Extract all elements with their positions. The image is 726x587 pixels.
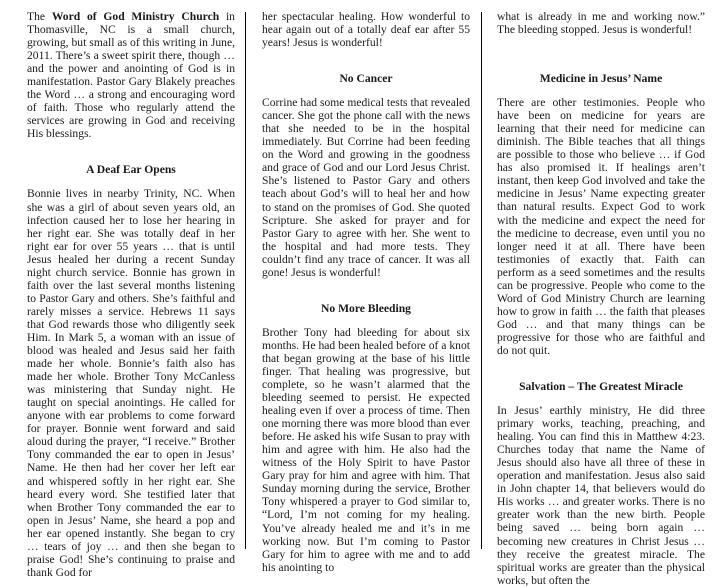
column-divider-2 [481, 12, 482, 549]
heading-salvation: Salvation – The Greatest Miracle [519, 380, 683, 394]
paragraph-bleeding-continued: what is already in me and working now.” The bleeding stopped. Jesus is wonderful! [497, 10, 705, 37]
church-name: Word of God Ministry Church [51, 10, 220, 23]
paragraph-deaf-ear: Bonnie lives in nearby Trinity, NC. When she was a girl of about seven years old, an infection caused her to lose her hearing in her right ear. She was totally deaf in her right ear for over 55 years … that is until Jesus healed her during a recent Sunday night church service. Bonnie has grown in faith over the last several months listening to Pastor Gary and others. She’s faithful and rarely misses a service. Hebrews 11 says that God rewards those who diligently seek Him. In Mark 5, a woman with an issue of blood was healed and Jesus said her faith made her whole. Bonnie’s faith also has made her whole. Brother Tony McCanless was ministering that Sunday night. He taught on special anointings. He called for anyone with ear problems to come forward for prayer. Bonnie went forward and said aloud during the prayer, “I receive.” Brother Tony commanded the ear to open in Jesus’ Name. He then had her cover her left ear and whispered softly in her right ear. She heard every word. She testified later that when Brother Tony commanded the ear to open in Jesus’ Name, she heard a pop and her ear opened instantly. She began to cry … tears of joy … and then she began to praise God! She’s continuing to praise and thank God for [27, 187, 235, 579]
column-1 [27, 10, 235, 579]
paragraph-no-cancer: Corrine had some medical tests that revealed cancer. She got the phone call with the news that she needed to be in the hospital immediately. But Corrine had been feeding on the Word and growing in the goodness and grace of God and our Lord Jesus Christ. She’s listened to Pastor Gary and others teach about God’s will to heal her and how to stand on the promises of God. She quoted Scripture. She asked for prayer and for Pastor Gary to agree with her. She went to the hospital and had more tests. They couldn’t find any trace of cancer. It was all gone! Jesus is wonderful! [262, 96, 470, 279]
column-3 [497, 10, 705, 587]
heading-no-cancer: No Cancer [339, 72, 393, 86]
paragraph-deaf-ear-continued: her spectacular healing. How wonderful to hear again out of a totally deaf ear after 55 years! Jesus is wonderful! [262, 10, 470, 50]
intro-pre: The [27, 10, 52, 23]
column-divider-1 [245, 12, 246, 549]
paragraph-medicine: There are other testimonies. People who have been on medicine for years are learning that their need for medicine can diminish. The Bible teaches that all things are possible to those who believe … if God has also promised it. If healings aren’t instant, then keep God involved and take the medicine in Jesus’ Name expecting greater than natural results. Expect God to work with the medicine and expect the need for the medicine to decrease, even until you no longer need it at all. There have been testimonies of exactly that. Faith can perform as a seed sometimes and the results can be progressive. People who come to the Word of God Ministry Church are learning how to grow in faith … the faith that pleases God … and that many things can be progressive for those who are faithful and do not quit. [497, 96, 705, 357]
column-2 [262, 10, 470, 574]
heading-deaf-ear: A Deaf Ear Opens [86, 163, 176, 177]
intro-paragraph [27, 10, 235, 140]
heading-medicine: Medicine in Jesus’ Name [539, 72, 663, 86]
paragraph-no-more-bleeding: Brother Tony had bleeding for about six months. He had been healed before of a knot that began growing at the base of his little finger. That healing was progressive, but complete, so he wasn’t alarmed that the bleeding seemed to persist. He expected healing even if over a process of time. Then one morning there was more blood than ever before. He asked his wife Susan to pray with him and agree with him. He also had the witness of the Holy Spirit to have Pastor Gary pray for him and agree with him. That Sunday morning during the service, Brother Tony whispered a prayer to God similar to, “Lord, I’m not coming for my healing. You’ve already healed me and it’s in me working now. But I’m coming to Pastor Gary for him to agree with me and to add his anointing to [262, 325, 470, 574]
intro-post: in Thomasville, NC is a small church, growing, but small as of this writing in June, 2011. There’s a sweet spirit there, though … and the power and anointing of God is in manifestation. Pastor Gary Blakely preaches the Word … a strong and encouraging word of faith. Those who regularly attend the services are growing in God and receiving His blessings. [27, 10, 235, 141]
heading-no-more-bleeding: No More Bleeding [321, 301, 411, 315]
paragraph-salvation: In Jesus’ earthly ministry, He did three primary works, teaching, preaching, and healing. You can find this in Matthew 4:23. Churches today that name the Name of Jesus should also have all three of these in operation and manifestation. Jesus also said in John chapter 14, that believers would do His works … and greater works. There is no greater work than the new birth. People being saved … being born again … becoming new creatures in Christ Jesus … they receive the greatest miracle. The spiritual works are greater than the physical works, but often the [497, 404, 705, 587]
